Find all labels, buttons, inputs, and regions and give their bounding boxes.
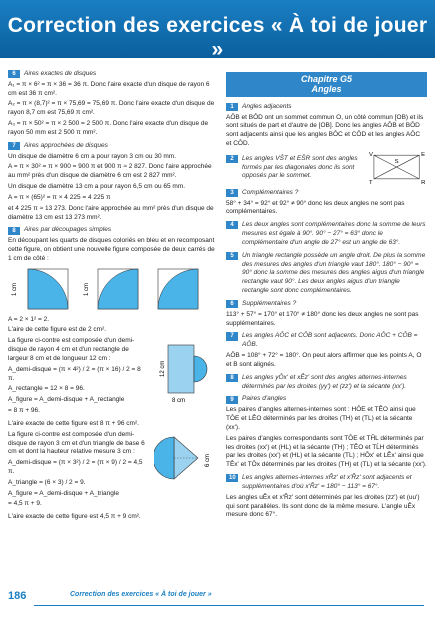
exercise-title: Paires d'angles bbox=[242, 395, 287, 403]
point-v: V bbox=[368, 152, 373, 159]
paragraph: AÔB = 108° + 72° = 180°. On peut alors affirmer que les points A, O et B sont alignés. bbox=[226, 352, 422, 368]
label-6cm: 6 cm bbox=[205, 453, 211, 467]
point-t: T bbox=[368, 179, 373, 185]
paragraph: La figure ci-contre est composée d'un demi-disque de rayon 3 cm et d'un triangle de base 6 cm et dont la hauteur relative mesure 3 cm : bbox=[8, 430, 145, 456]
exercise-title: Angles adjacents bbox=[242, 102, 292, 110]
exercise-number: 1 bbox=[226, 103, 238, 111]
triangle-half-disc-figure bbox=[154, 431, 216, 487]
paragraph: et 4 225 π ≈ 13 273. Donc l'aire approchée au mm² près d'un disque de diamètre 13 cm est 13 273 mm². bbox=[8, 204, 214, 221]
exercise-number: 7 bbox=[8, 142, 20, 150]
exercise-number: 4 bbox=[226, 221, 238, 229]
formula: A_figure = A_demi-disque + A_rectangle bbox=[8, 396, 125, 404]
point-e: E bbox=[421, 152, 426, 159]
paragraph: L'aire exacte de cette figure est 8 π + 96 cm². bbox=[8, 419, 139, 427]
chapter-number: Chapitre G5 bbox=[300, 74, 352, 84]
formula: A_demi-disque = (π × 4²) / 2 = (π × 16) / 2 = 8 π. bbox=[8, 365, 141, 382]
label-12cm: 12 cm bbox=[160, 360, 166, 378]
exercise-text: Les angles VŜT et EŜR sont des angles formés par les diagonales donc ils sont opposés par le sommet. bbox=[242, 154, 358, 180]
paragraph: L'aire exacte de cette figure est 4,5 π + 9 cm². bbox=[8, 513, 141, 521]
page-footer bbox=[0, 586, 435, 610]
exercise-number: 8 bbox=[226, 374, 238, 382]
paragraph: En découpant les quarts de disques coloriés en bleu et en recomposant cette figure, on obtient une nouvelle figure composée de deux carrés de 1 cm de côté : bbox=[8, 237, 215, 262]
paragraph: A = 2 × 1² = 2. bbox=[8, 315, 50, 323]
chapter-heading bbox=[226, 72, 427, 97]
paragraph: A = π × (65)² = π × 4 225 = 4 225 π bbox=[8, 193, 111, 201]
paragraph: Les paires d'angles alternes-internes sont : HÔE et TÊO ainsi que TÔE et LÊO déterminés par les droites (TH) et (TL) et la sécante (xx'). bbox=[226, 406, 416, 431]
paragraph: AÔB et BÔD ont un sommet commun O, un côté commun [OB) et ils sont situés de part et d'autre de [OB]. Donc les angles AÔB et BÔD sont adjacents ainsi que les angles BÔC et CÔD et les angles AÔC et CÔD. bbox=[226, 113, 424, 147]
formula: A_rectangle = 12 × 8 = 96. bbox=[8, 385, 85, 393]
exercise-title: Aires exactes de disques bbox=[24, 70, 97, 77]
formula: = 8 π + 96. bbox=[8, 407, 40, 415]
exercise-title: Aires par découpages simples bbox=[24, 226, 112, 234]
formula: A_triangle = (6 × 3) / 2 = 9. bbox=[8, 478, 86, 486]
chapter-title: Angles bbox=[311, 84, 342, 95]
formula: = 4,5 π + 9. bbox=[8, 500, 42, 508]
paragraph: Les paires d'angles correspondants sont TÔE et TĤL déterminés par les droites (xx') et (HL) et la sécante (TH) ; TÊO et TĹH déterminés par les droites (xx') et (HL) et la sécante (TL) ; HÔx' et LÊx' ainsi que TÊx' et TÔx déterminés par les droites (TH) et (TL) et la sécante (xx'). bbox=[226, 434, 427, 469]
point-s: S bbox=[394, 158, 399, 165]
paragraph: A₂ = π × (8,7)² = π × 75,69 = 75,69 π. Donc l'aire exacte d'un disque de rayon 8,7 cm est 75,69 π cm². bbox=[8, 100, 215, 117]
exercise-number: 10 bbox=[226, 474, 238, 482]
page-number: 186 bbox=[8, 590, 27, 602]
exercise-number: 3 bbox=[226, 189, 238, 197]
page-title: Correction des exercices « À toi de jouer » bbox=[7, 14, 428, 61]
exercise-text: Un triangle rectangle possède un angle droit. De plus la somme des mesures des angles d'un triangle vaut 180°. 180° − 90° = 90° donc la somme des mesures des angles aigus d'un triangle rectangle vaut 90°. Les deux angles aigus d'un triangle rectangle sont donc complémentaires. bbox=[242, 251, 426, 295]
right-column bbox=[226, 66, 427, 522]
exercise-text: Les angles alternes-internes xR̂z' et x'R̂z' sont adjacents et supplémentaires d'où x'R̂z' = 180° − 113° = 67°. bbox=[242, 474, 412, 490]
exercise-number: 6 bbox=[226, 300, 238, 308]
exercise-number: 9 bbox=[226, 396, 238, 404]
exercise-text: Les deux angles sont complémentaires donc la somme de leurs mesures est égale à 90°. 90° − 27° = 63° donc le complémentaire d'un angle de 27° est un angle de 63°. bbox=[242, 221, 426, 246]
diagonals-figure bbox=[368, 151, 427, 185]
exercise-title: Supplémentaires ? bbox=[242, 299, 297, 307]
exercise-title: Aires approchées de disques bbox=[24, 141, 108, 149]
exercise-text: Les angles yÔx' et xÊz' sont des angles alternes-internes déterminés par les droites (yy') et (zz') et la sécante (xx'). bbox=[242, 373, 407, 390]
paragraph: 113° + 57° = 170° et 170° ≠ 180° donc les deux angles ne sont pas supplémentaires. bbox=[226, 310, 419, 327]
exercise-number: 5 bbox=[226, 252, 238, 260]
paragraph: La figure ci-contre est composée d'un demi-disque de rayon 4 cm et d'un rectangle de largeur 8 cm et de longueur 12 cm : bbox=[8, 337, 135, 362]
paragraph: 58° + 34° = 92° et 92° ≠ 90° donc les deux angles ne sont pas complémentaires. bbox=[226, 199, 405, 216]
label-1cm: 1 cm bbox=[12, 282, 18, 296]
point-r: R bbox=[421, 179, 426, 185]
paragraph: Un disque de diamètre 6 cm a pour rayon 3 cm ou 30 mm. bbox=[8, 152, 176, 160]
paragraph: Un disque de diamètre 13 cm a pour rayon 6,5 cm ou 65 mm. bbox=[8, 183, 186, 191]
footer-text: Correction des exercices « À toi de jouer » bbox=[70, 591, 212, 598]
header-banner bbox=[0, 0, 435, 61]
paragraph: A₁ = π × 6² = π × 36 = 36 π. Donc l'aire exacte d'un disque de rayon 6 cm est 36 π cm². bbox=[8, 80, 210, 97]
paragraph: A₃ = π × 50² = π × 2 500 = 2 500 π. Donc l'aire exacte d'un disque de rayon 50 mm est 2 500 π mm². bbox=[8, 120, 209, 136]
rectangle-half-disc-figure bbox=[154, 337, 216, 407]
label-8cm: 8 cm bbox=[172, 398, 186, 405]
label-1cm: 1 cm bbox=[84, 282, 90, 296]
exercise-number: 8 bbox=[8, 227, 20, 235]
left-column bbox=[8, 66, 216, 524]
exercise-title: Complémentaires ? bbox=[242, 188, 299, 196]
footer-rule bbox=[34, 605, 424, 606]
exercise-text: Les angles AÔC et CÔB sont adjacents. Donc AÔC + CÔB = AÔB. bbox=[242, 332, 418, 349]
formula: A_demi-disque = (π × 3²) / 2 = (π × 9) / 2 = 4,5 π. bbox=[8, 459, 143, 475]
exercise-number: 6 bbox=[8, 70, 20, 78]
formula: A_figure = A_demi-disque + A_triangle bbox=[8, 489, 119, 497]
exercise-number: 7 bbox=[226, 332, 238, 340]
exercise-number: 2 bbox=[226, 155, 238, 163]
quarter-discs-figure bbox=[8, 266, 216, 312]
paragraph: A = π × 30² = π × 900 = 900 π et 900 π ≈ 2 827. Donc l'aire approchée au mm² près d'un disque de diamètre 6 cm est 2 827 mm². bbox=[8, 163, 212, 180]
paragraph: Les angles uÊx et x'R̂z' sont déterminés par les droites (zz') et (uu') qui sont parallèles. Ils sont donc de la même mesure. L'angle uÊx mesure donc 67°. bbox=[226, 493, 420, 519]
paragraph: L'aire de cette figure est de 2 cm². bbox=[8, 326, 107, 334]
